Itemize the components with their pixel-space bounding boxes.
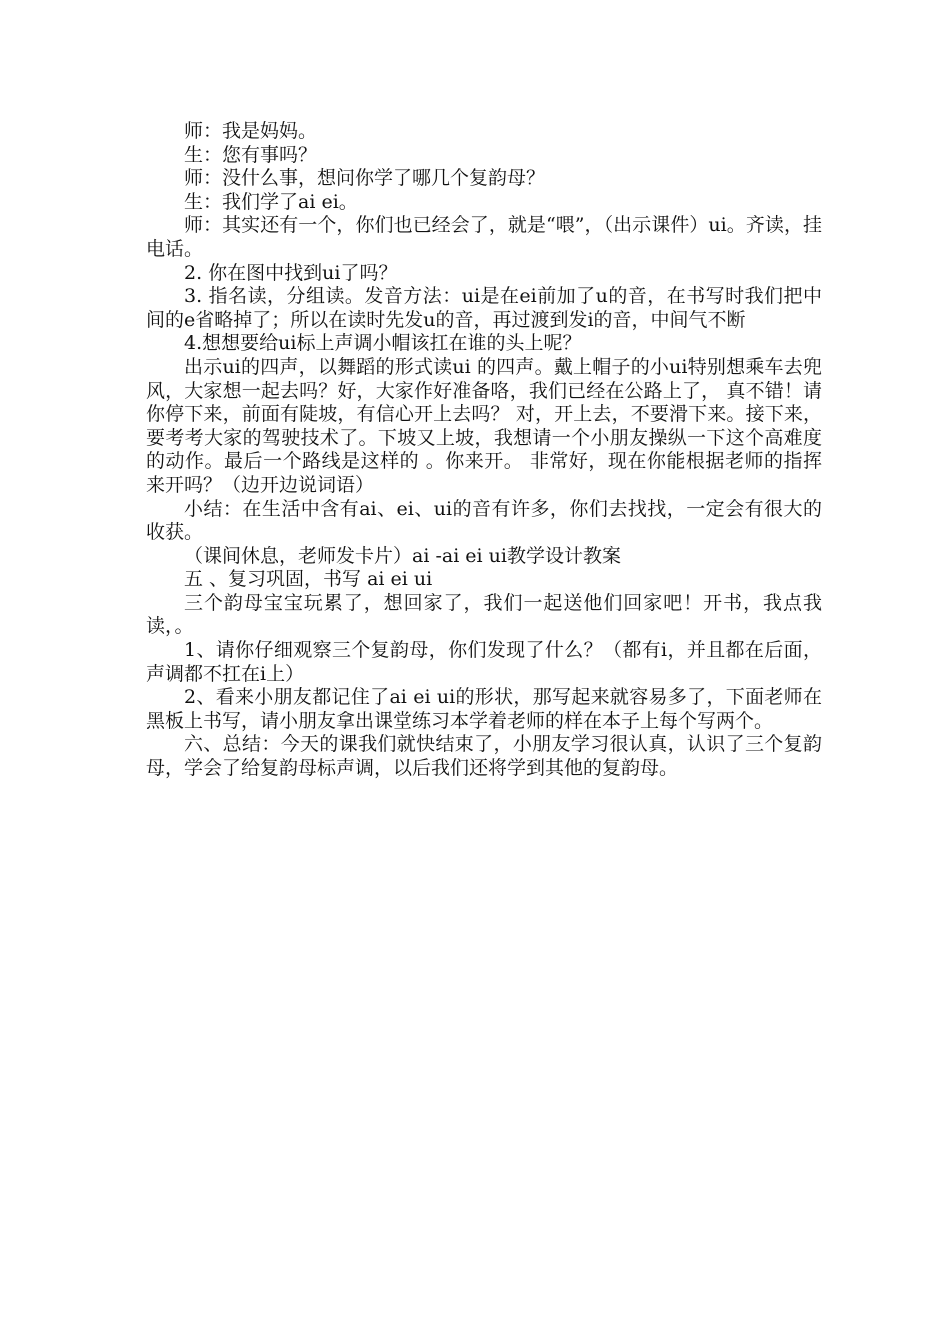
document-body [146, 120, 822, 781]
section-5-heading: 五 、复习巩固，书写 ai ei ui [184, 568, 433, 591]
section-5-item-2: 2、看来小朋友都记住了ai ei ui的形状，那写起来就容易多了，下面老师在黑板上书写，请小朋友拿出课堂练习本学着老师的样在本子上每个写两个。 [146, 686, 822, 732]
step-4-paragraph: 4.想想要给ui标上声调小帽该扛在谁的头上呢？ [184, 332, 582, 355]
dialogue-line-teacher-mom: 师：我是妈妈。 [184, 120, 318, 142]
dialogue-line-student-answer: 生：我们学了ai ei。 [184, 190, 358, 213]
section-5-intro-paragraph: 三个韵母宝宝玩累了，想回家了，我们一起送他们回家吧！开书，我点我读，。 [146, 591, 822, 638]
break-note-paragraph: （课间休息，老师发卡片）ai -ai ei ui教学设计教案 [184, 544, 621, 567]
dialogue-line-student-ask: 生：您有事吗？ [184, 143, 318, 166]
section-5-item-1: 1、请你仔细观察三个复韵母，你们发现了什么？（都有i，并且都在后面，声调都不扛在i上） [146, 639, 822, 685]
step-2-paragraph: 2. 你在图中找到ui了吗？ [184, 261, 398, 284]
section-6-conclusion: 六、总结：今天的课我们就快结束了，小朋友学习很认真，认识了三个复韵母，学会了给复韵母标声调，以后我们还将学到其他的复韵母。 [146, 733, 822, 780]
summary-paragraph: 小结：在生活中含有ai、ei、ui的音有许多，你们去找找，一定会有很大的收获。 [146, 497, 822, 544]
four-tones-paragraph: 出示ui的四声，以舞蹈的形式读ui 的四声。戴上帽子的小ui特别想乘车去兜风，大家想一起去吗？好，大家作好准备咯，我们已经在公路上了， 真不错！请你停下来，前面有陡坡，有信心开上去吗？ 对，开上去，不要滑下来。接下来，要考考大家的驾驶技术了。下坡又上坡，我想请一个小朋友操纵一下这个高难度的动作。最后一个路线是这样的 。你来开。 非常好，现在你能根据老师的指挥来开吗？（边开边说词语） [146, 355, 822, 496]
dialogue-line-teacher-reveal: 师：其实还有一个，你们也已经会了，就是“喂”，（出示课件）ui。齐读，挂电话。 [146, 214, 822, 260]
dialogue-line-teacher-question: 师：没什么事，想问你学了哪几个复韵母？ [184, 167, 546, 190]
step-3-paragraph: 3. 指名读，分组读。发音方法：ui是在ei前加了u的音，在书写时我们把中间的e省略掉了；所以在读时先发u的音，再过渡到发i的音，中间气不断 [146, 285, 822, 331]
